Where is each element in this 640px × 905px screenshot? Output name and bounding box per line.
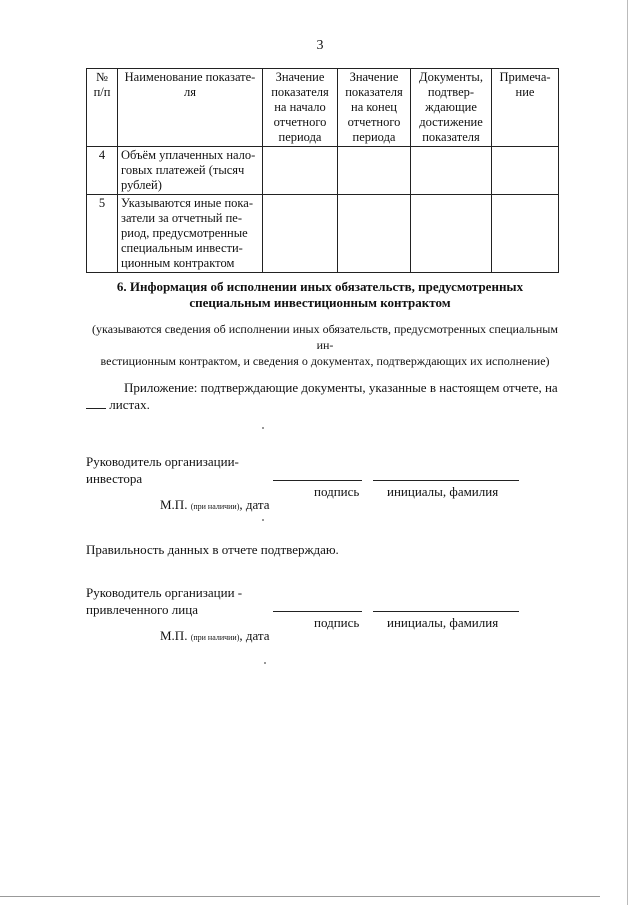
indicators-table — [86, 68, 559, 273]
sheet-count-blank — [86, 397, 106, 409]
row-number: 4 — [87, 147, 118, 195]
signature2-role — [86, 584, 242, 618]
header-docs-line: подтвер- — [427, 85, 475, 99]
row-name-line: Указываются иные пока- — [121, 196, 254, 210]
signature2-stamp-date — [160, 628, 270, 644]
row-notes — [492, 147, 559, 195]
signature1-sign-line — [273, 480, 362, 481]
scan-edge — [627, 0, 628, 905]
header-documents — [411, 69, 492, 147]
header-start-line: показателя — [271, 85, 329, 99]
section-6-title — [100, 279, 540, 311]
section-title-line: специальным инвестиционным контрактом — [189, 295, 451, 310]
note-line: (указываются сведения об исполнении иных обязательств, предусмотренных специальным ин- — [92, 322, 558, 352]
row-value-start — [263, 147, 338, 195]
row-name-line: риод, предусмотренные — [121, 226, 248, 240]
row-indicator-name — [118, 147, 263, 195]
row-documents — [411, 147, 492, 195]
role-line: Руководитель организации- — [86, 454, 239, 469]
header-start-line: отчетного — [273, 115, 327, 129]
stamp-note: (при наличии) — [190, 502, 240, 511]
scan-bottom-edge — [0, 896, 600, 897]
header-value-start — [263, 69, 338, 147]
scan-speck — [262, 427, 264, 429]
header-start-line: на начало — [274, 100, 326, 114]
header-name — [118, 69, 263, 147]
header-end-line: отчетного — [347, 115, 401, 129]
header-start-line: Значение — [275, 70, 325, 84]
row-name-line: ционным контрактом — [121, 256, 235, 270]
row-value-end — [338, 147, 411, 195]
header-notes — [492, 69, 559, 147]
confirmation-text: Правильность данных в отчете подтверждаю. — [86, 542, 339, 557]
row-documents — [411, 195, 492, 273]
table-row — [87, 195, 559, 273]
note-line: вестиционным контрактом, и сведения о документах, подтверждающих их исполнение) — [100, 354, 550, 368]
row-number: 5 — [87, 195, 118, 273]
header-start-line: периода — [278, 130, 322, 144]
row-value-end — [338, 195, 411, 273]
signature2-name-caption: инициалы, фамилия — [387, 615, 499, 630]
scan-speck — [264, 662, 266, 664]
header-num-line: № — [96, 70, 108, 84]
signature1-name-caption: инициалы, фамилия — [387, 484, 499, 499]
date-label: , дата — [239, 497, 270, 512]
stamp-note: (при наличии) — [190, 633, 240, 642]
row-value-start — [263, 195, 338, 273]
header-docs-line: Документы, — [419, 70, 483, 84]
role-line: инвестора — [86, 471, 143, 486]
role-line: Руководитель организации - — [86, 585, 243, 600]
signature2-name-line — [373, 611, 519, 612]
appendix-line: листах. — [109, 397, 150, 412]
signature1-stamp-date — [160, 497, 270, 513]
role-line: привлеченного лица — [86, 602, 198, 617]
stamp-label: М.П. — [160, 497, 188, 512]
appendix-paragraph — [86, 379, 566, 413]
header-docs-line: показателя — [422, 130, 480, 144]
header-name-line: ля — [184, 85, 196, 99]
scan-speck — [262, 519, 264, 521]
signature1-name-line — [373, 480, 519, 481]
appendix-line: Приложение: подтверждающие документы, указанные в настоящем отчете, на — [124, 380, 558, 395]
row-indicator-name — [118, 195, 263, 273]
row-name-line: специальным инвести- — [121, 241, 243, 255]
signature2-sign-line — [273, 611, 362, 612]
header-value-end — [338, 69, 411, 147]
header-name-line: Наименование показате- — [124, 70, 256, 84]
row-notes — [492, 195, 559, 273]
header-notes-line: Примеча- — [499, 70, 551, 84]
signature1-sign-caption: подпись — [314, 484, 360, 499]
section-6-note — [86, 321, 564, 369]
header-notes-line: ние — [515, 85, 535, 99]
header-num — [87, 69, 118, 147]
header-end-line: на конец — [351, 100, 397, 114]
header-docs-line: ждающие — [425, 100, 477, 114]
header-num-line: п/п — [93, 85, 111, 99]
row-name-line: затели за отчетный пе- — [121, 211, 242, 225]
page-number: 3 — [316, 38, 324, 53]
table-header-row — [87, 69, 559, 147]
header-docs-line: достижение — [419, 115, 483, 129]
signature1-role — [86, 453, 239, 487]
stamp-label: М.П. — [160, 628, 188, 643]
header-end-line: периода — [352, 130, 396, 144]
row-name-line: Объём уплаченных нало- — [121, 148, 256, 162]
header-end-line: Значение — [349, 70, 399, 84]
header-end-line: показателя — [345, 85, 403, 99]
date-label: , дата — [239, 628, 270, 643]
table-row — [87, 147, 559, 195]
row-name-line: рублей) — [121, 178, 162, 192]
section-title-line: 6. Информация об исполнении иных обязательств, предусмотренных — [116, 279, 524, 294]
row-name-line: говых платежей (тысяч — [121, 163, 245, 177]
signature2-sign-caption: подпись — [314, 615, 360, 630]
